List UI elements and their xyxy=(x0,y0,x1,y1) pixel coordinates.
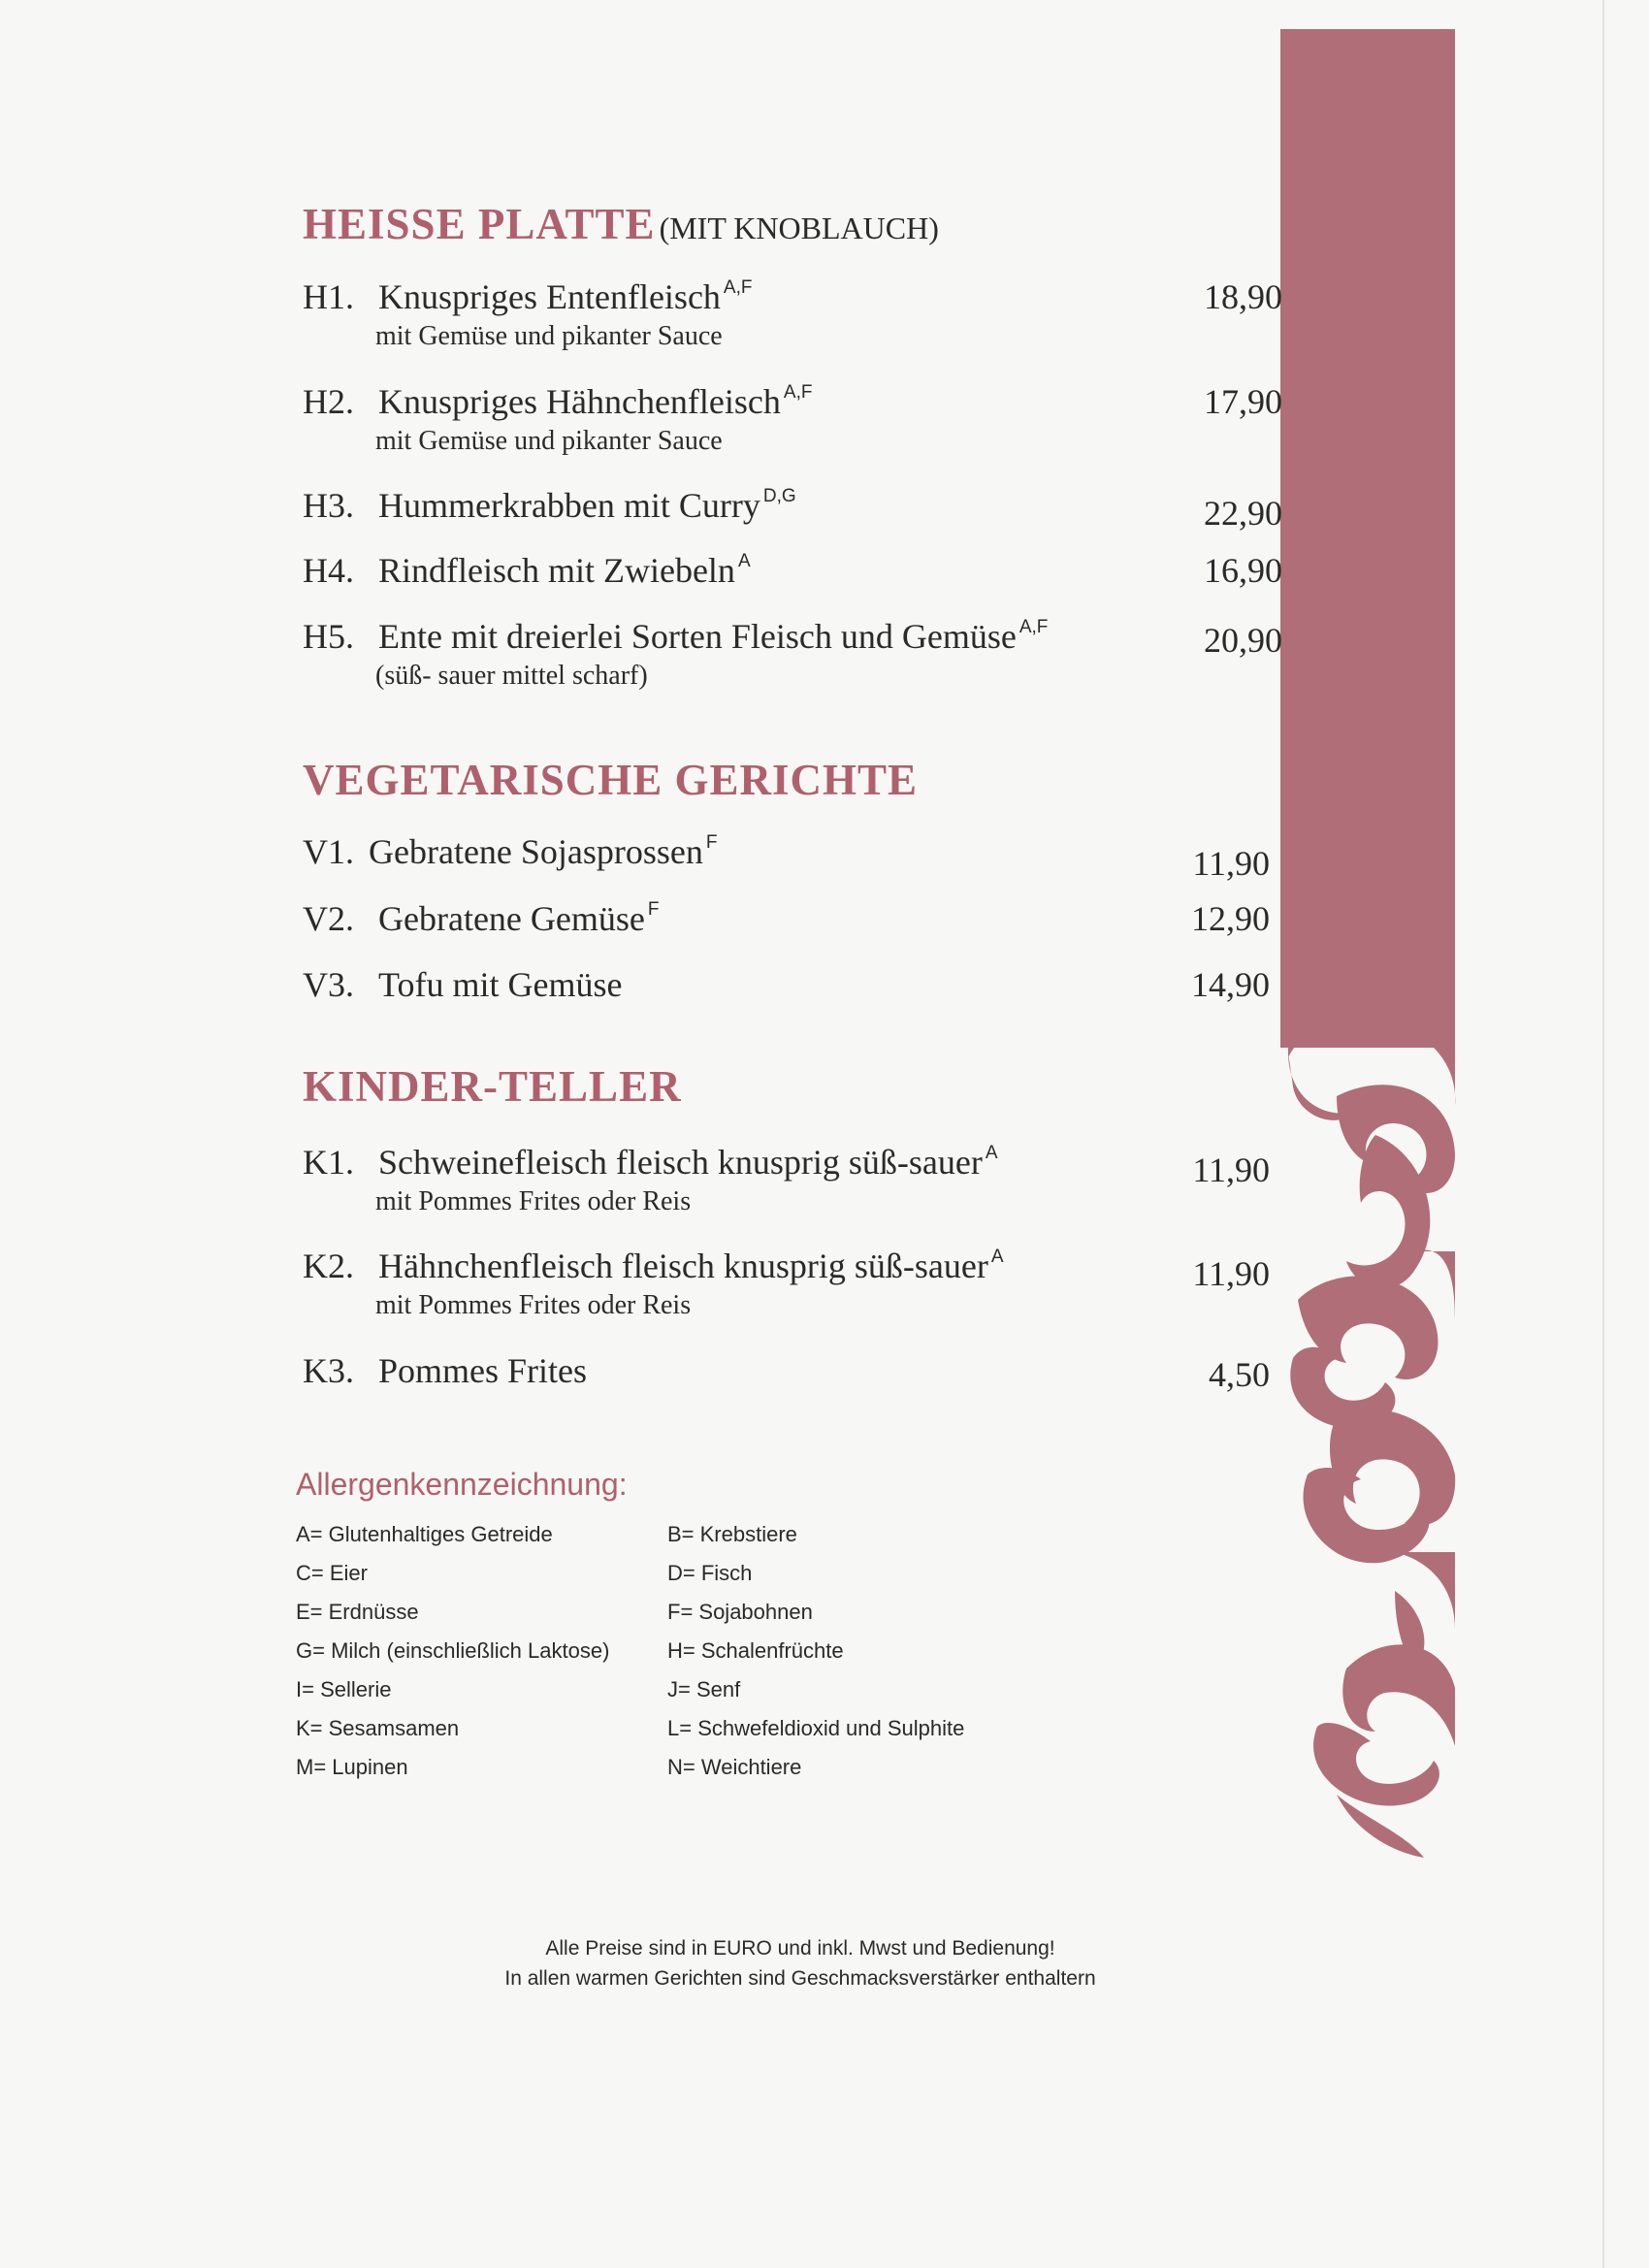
allergen-marker: A,F xyxy=(783,382,813,403)
item-description: mit Gemüse und pikanter Sauce xyxy=(375,426,723,456)
item-price: 11,90 xyxy=(1192,1150,1270,1189)
section-title-text: KINDER-TELLER xyxy=(303,1062,682,1111)
item-name: Tofu mit Gemüse xyxy=(378,965,623,1004)
allergen-entry: B= Krebstiere xyxy=(667,1522,797,1546)
allergen-entry: M= Lupinen xyxy=(296,1755,408,1779)
item-name-line xyxy=(303,550,1282,591)
item-price: 16,90 xyxy=(1204,551,1282,590)
allergen-entry: E= Erdnüsse xyxy=(296,1600,419,1624)
menu-item-k3 xyxy=(303,1350,1282,1394)
allergen-marker: D,G xyxy=(762,486,796,506)
section-subtitle: (MIT KNOBLAUCH) xyxy=(659,211,939,245)
menu-item-h3 xyxy=(303,485,1282,533)
allergen-entry: I= Sellerie xyxy=(296,1677,392,1701)
item-name: Gebratene Sojasprossen xyxy=(369,832,703,871)
item-price: 11,90 xyxy=(1192,1254,1270,1293)
footer-line-additives: In allen warmen Gerichten sind Geschmacksverstärker enthaltern xyxy=(504,1967,1096,1990)
allergen-entry: D= Fisch xyxy=(667,1561,753,1585)
menu-item-k2 xyxy=(303,1246,1282,1321)
item-code: K1. xyxy=(303,1143,354,1182)
item-name: Schweinefleisch fleisch knusprig süß-sauer xyxy=(378,1143,983,1182)
item-price: 18,90 xyxy=(1204,277,1282,316)
section-title-vegetarische-gerichte xyxy=(303,755,918,805)
allergen-entry: A= Glutenhaltiges Getreide xyxy=(296,1522,553,1546)
allergen-entry: K= Sesamsamen xyxy=(296,1716,460,1740)
item-code: K3. xyxy=(303,1351,354,1390)
item-name-line xyxy=(303,381,1282,422)
decorative-band xyxy=(1280,29,1455,1048)
item-price: 4,50 xyxy=(1209,1355,1270,1394)
menu-item-v2 xyxy=(303,898,1282,939)
item-name: Hähnchenfleisch fleisch knusprig süß-sauer xyxy=(378,1247,988,1285)
item-name: Knuspriges Entenfleisch xyxy=(378,277,721,316)
item-description: mit Pommes Frites oder Reis xyxy=(375,1290,692,1320)
menu-item-h2 xyxy=(303,381,1282,457)
section-title-heisse-platte xyxy=(303,199,939,249)
allergen-entry: G= Milch (einschließlich Laktose) xyxy=(296,1638,610,1663)
menu-item-k1 xyxy=(303,1142,1282,1217)
item-price: 17,90 xyxy=(1204,382,1282,421)
item-description: (süß- sauer mittel scharf) xyxy=(375,661,648,691)
item-name: Knuspriges Hähnchenfleisch xyxy=(378,382,781,421)
allergen-marker: A xyxy=(985,1143,998,1163)
section-title-kinder-teller xyxy=(303,1061,682,1112)
item-code: V1. xyxy=(303,832,354,871)
menu-item-h4 xyxy=(303,550,1282,591)
item-name: Ente mit dreierlei Sorten Fleisch und Gemüse xyxy=(378,617,1017,656)
allergen-marker: F xyxy=(647,899,660,920)
allergen-marker: A xyxy=(737,551,751,571)
menu-item-h5 xyxy=(303,616,1282,692)
item-name: Hummerkrabben mit Curry xyxy=(378,486,760,525)
item-description: mit Gemüse und pikanter Sauce xyxy=(375,321,723,351)
menu-item-v1 xyxy=(303,831,1282,883)
allergen-entry: L= Schwefeldioxid und Sulphite xyxy=(667,1716,965,1740)
item-price: 14,90 xyxy=(1191,965,1270,1004)
item-price: 22,90 xyxy=(1204,494,1282,533)
section-title-text: HEISSE PLATTE xyxy=(303,200,656,248)
allergen-marker: A,F xyxy=(1018,617,1049,637)
menu-item-v3 xyxy=(303,964,1282,1005)
item-name: Rindfleisch mit Zwiebeln xyxy=(378,551,735,590)
item-name-line xyxy=(303,616,1282,657)
page-edge xyxy=(1602,0,1604,2268)
item-code: H2. xyxy=(303,382,354,421)
cloud-ornament-icon xyxy=(1278,1009,1463,1863)
item-name: Pommes Frites xyxy=(378,1351,588,1390)
item-code: H5. xyxy=(303,617,354,656)
footer-line-prices: Alle Preise sind in EURO und inkl. Mwst und Bedienung! xyxy=(545,1937,1055,1960)
item-code: H3. xyxy=(303,486,354,525)
section-title-text: VEGETARISCHE GERICHTE xyxy=(303,756,919,804)
allergen-entry: J= Senf xyxy=(667,1677,741,1701)
allergen-marker: A,F xyxy=(723,277,753,298)
allergen-heading: Allergenkennzeichnung: xyxy=(296,1467,628,1502)
allergen-list xyxy=(296,1521,1033,1781)
item-price: 12,90 xyxy=(1191,899,1270,938)
menu-item-h1 xyxy=(303,276,1282,352)
allergen-marker: F xyxy=(705,832,718,853)
allergen-entry: H= Schalenfrüchte xyxy=(667,1638,844,1663)
item-code: H1. xyxy=(303,277,354,316)
item-description: mit Pommes Frites oder Reis xyxy=(375,1186,692,1216)
item-name-line xyxy=(303,276,1282,317)
item-price: 20,90 xyxy=(1204,621,1282,660)
item-code: H4. xyxy=(303,551,354,590)
allergen-entry: C= Eier xyxy=(296,1561,368,1585)
footer-note xyxy=(388,1933,1212,1993)
allergen-entry: F= Sojabohnen xyxy=(667,1600,813,1624)
item-code: K2. xyxy=(303,1247,354,1285)
item-code: V3. xyxy=(303,965,354,1004)
item-code: V2. xyxy=(303,899,354,938)
allergen-marker: A xyxy=(990,1247,1004,1267)
item-name-line xyxy=(303,485,1282,526)
item-price: 11,90 xyxy=(1192,844,1270,883)
item-name: Gebratene Gemüse xyxy=(378,899,645,938)
allergen-entry: N= Weichtiere xyxy=(667,1755,802,1779)
